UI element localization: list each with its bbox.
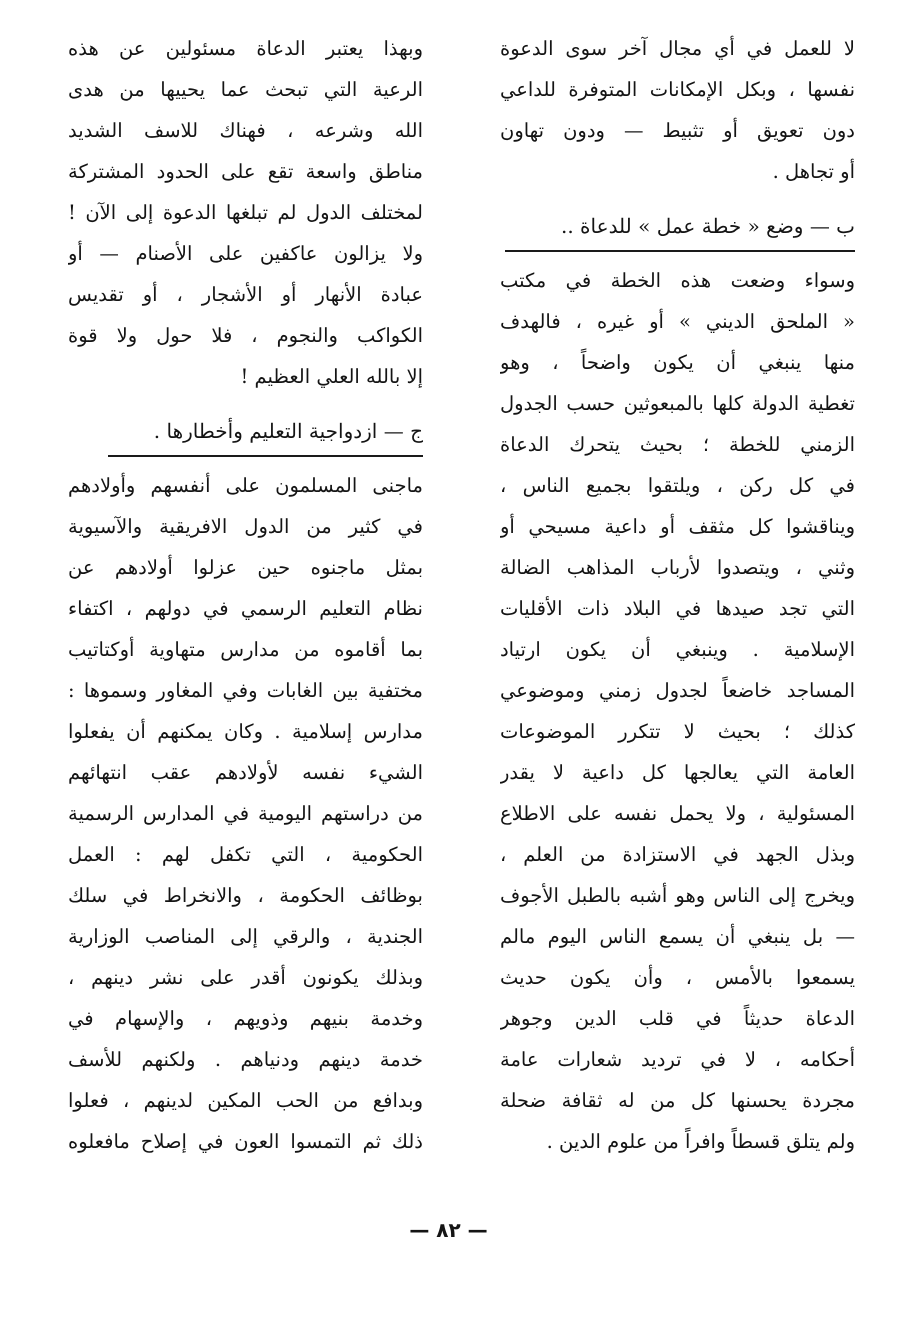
text-line: ويخرج إلى الناس وهو أشبه بالطبل الأجوف	[500, 884, 855, 907]
text-line: بمثل ماجنوه حين عزلوا أولادهم عن	[68, 556, 423, 579]
text-line: العامة التي يعالجها كل داعية لا يقدر	[500, 761, 855, 784]
text-line: الزمني للخطة ؛ بحيث يتحرك الدعاة	[500, 433, 855, 456]
text-line: إلا بالله العلي العظيم !	[240, 365, 423, 388]
text-line: وبذلك يكونون أقدر على نشر دينهم ،	[68, 966, 423, 989]
text-line: — بل ينبغي أن يسمع الناس اليوم مالم	[500, 925, 855, 948]
text-line: الجندية ، والرقي إلى المناصب الوزارية	[68, 925, 423, 948]
page-number: — ٨٢ —	[409, 1218, 488, 1242]
text-line: الشيء نفسه لأولادهم عقب انتهائهم	[68, 761, 423, 784]
text-line: الحكومية ، التي تكفل لهم : العمل	[68, 843, 423, 866]
text-line: كذلك ؛ بحيث لا تتكرر الموضوعات	[500, 720, 855, 743]
text-line: الرعية التي تبحث عما يحييها من هدى	[68, 78, 423, 101]
text-line: بوظائف الحكومة ، والانخراط في سلك	[68, 884, 423, 907]
text-line: ذلك ثم التمسوا العون في إصلاح مافعلوه	[68, 1130, 423, 1153]
text-line: بما أقاموه من مدارس متهاوية أوكتاتيب	[68, 638, 423, 661]
text-line: دون تعويق أو تثبيط — ودون تهاون	[500, 119, 855, 142]
text-line: « الملحق الديني » أو غيره ، فالهدف	[500, 310, 855, 333]
text-line: أو تجاهل .	[772, 160, 855, 183]
section-heading-c: ج — ازدواجية التعليم وأخطارها .	[153, 419, 423, 443]
text-line: خدمة دينهم ودنياهم . ولكنهم للأسف	[68, 1048, 423, 1071]
text-line: وبدافع من الحب المكين لدينهم ، فعلوا	[68, 1089, 423, 1112]
heading-rule	[505, 250, 855, 252]
text-line: ولا يزالون عاكفين على الأصنام — أو	[68, 242, 423, 265]
text-line: المسئولية ، ولا يحمل نفسه على الاطلاع	[500, 802, 855, 825]
text-line: وبذل الجهد في الاستزادة من العلم ،	[500, 843, 855, 866]
text-line: مختفية بين الغابات وفي المغاور وسموها :	[68, 679, 423, 702]
text-line: الله وشرعه ، فهناك للاسف الشديد	[68, 119, 423, 142]
text-line: منها ينبغي أن يكون واضحاً ، وهو	[500, 351, 855, 374]
text-line: المساجد خاضعاً لجدول زمني وموضوعي	[500, 679, 855, 702]
text-line: نظام التعليم الرسمي في دولهم ، اكتفاء	[68, 597, 423, 620]
text-line: مناطق واسعة تقع على الحدود المشتركة	[68, 160, 423, 183]
text-line: التي تجد صيدها في البلاد ذات الأقليات	[500, 597, 855, 620]
text-line: عبادة الأنهار أو الأشجار ، أو تقديس	[68, 283, 423, 306]
text-line: الكواكب والنجوم ، فلا حول ولا قوة	[68, 324, 423, 347]
text-line: مدارس إسلامية . وكان يمكنهم أن يفعلوا	[68, 720, 423, 743]
text-line: مجردة يحسنها كل من له ثقافة ضحلة	[500, 1089, 855, 1112]
text-line: ويناقشوا كل مثقف أو داعية مسيحي أو	[500, 515, 855, 538]
left-column	[68, 28, 423, 1162]
right-column	[500, 28, 855, 1162]
text-line: أحكامه ، لا في ترديد شعارات عامة	[500, 1048, 855, 1071]
text-line: لمختلف الدول لم تبلغها الدعوة إلى الآن !	[68, 201, 423, 224]
text-line: الدعاة حديثاً في قلب الدين وجوهر	[500, 1007, 855, 1030]
text-line: وسواء وضعت هذه الخطة في مكتب	[500, 269, 855, 292]
section-heading-b: ب — وضع « خطة عمل » للدعاة ..	[560, 214, 855, 238]
text-line: تغطية الدولة كلها بالمبعوثين حسب الجدول	[500, 392, 855, 415]
text-line: في كل ركن ، ويلتقوا بجميع الناس ،	[500, 474, 855, 497]
text-line: يسمعوا بالأمس ، وأن يكون حديث	[500, 966, 855, 989]
right-intro	[500, 28, 855, 192]
text-line: نفسها ، وبكل الإمكانات المتوفرة للداعي	[500, 78, 855, 101]
text-line: الإسلامية . وينبغي أن يكون ارتياد	[500, 638, 855, 661]
text-line: ولم يتلق قسطاً وافراً من علوم الدين .	[546, 1130, 855, 1153]
text-line: ماجنى المسلمون على أنفسهم وأولادهم	[68, 474, 423, 497]
heading-rule	[108, 455, 423, 457]
left-intro	[68, 28, 423, 397]
text-line: لا للعمل في أي مجال آخر سوى الدعوة	[500, 37, 855, 60]
right-body	[500, 260, 855, 1162]
text-line: من دراستهم اليومية في المدارس الرسمية	[68, 802, 423, 825]
text-line: وبهذا يعتبر الدعاة مسئولين عن هذه	[68, 37, 423, 60]
text-line: وثني ، ويتصدوا لأرباب المذاهب الضالة	[500, 556, 855, 579]
left-body	[68, 465, 423, 1162]
text-line: في كثير من الدول الافريقية والآسيوية	[68, 515, 423, 538]
text-line: وخدمة بنيهم وذويهم ، والإسهام في	[68, 1007, 423, 1030]
